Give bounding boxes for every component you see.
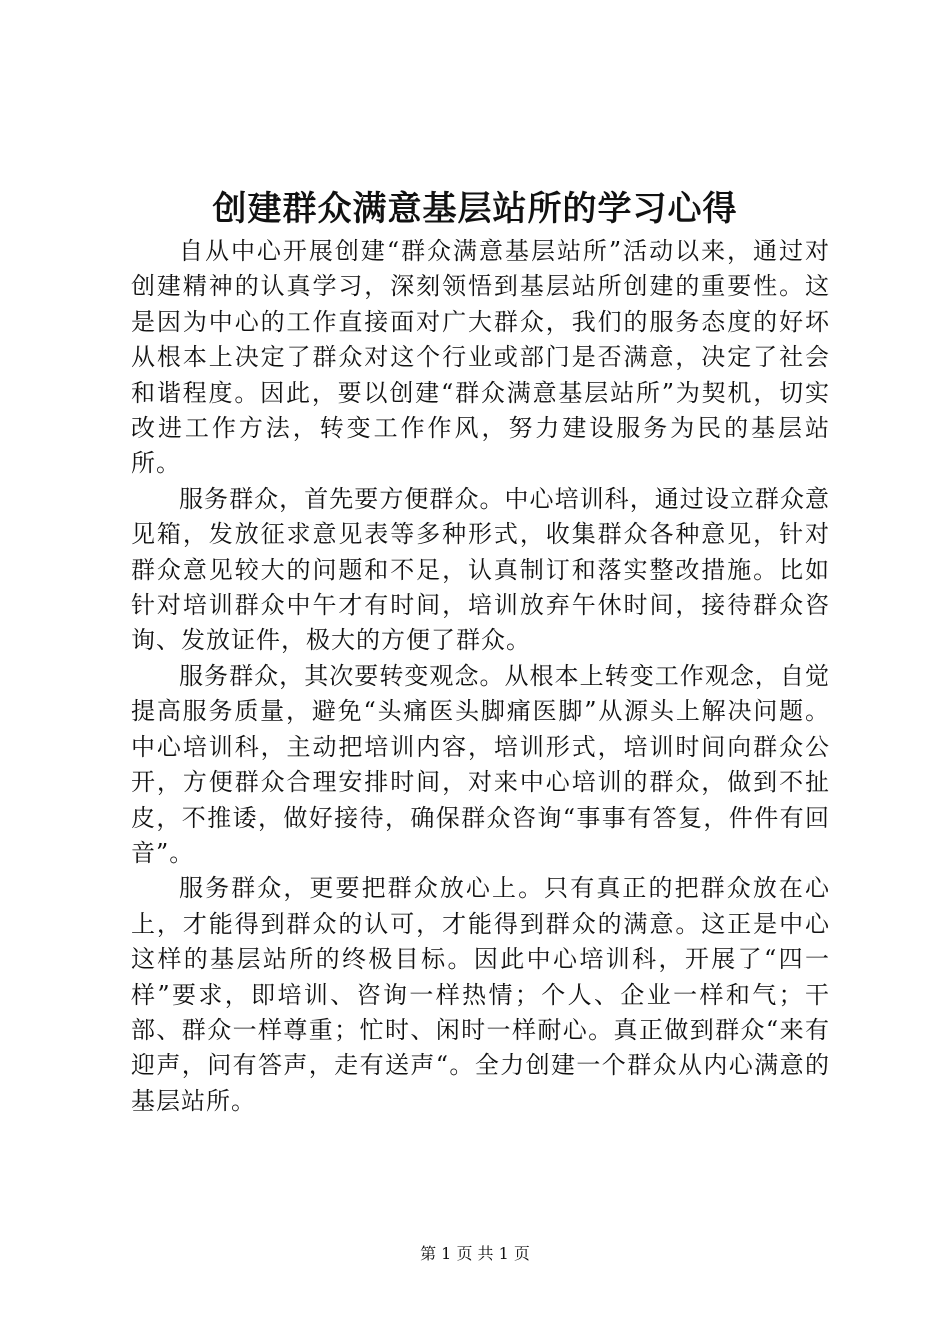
document-title: 创建群众满意基层站所的学习心得 <box>212 189 738 229</box>
paragraph-2: 服务群众，首先要方便群众。中心培训科，通过设立群众意见箱，发放征求意见表等多种形式，收集群众各种意见，针对群众意见较大的问题和不足，认真制订和落实整改措施。比如针对培训群众中午才有时间，培训放弃午休时间，接待群众咨询、发放证件，极大的方便了群众。 <box>131 484 830 655</box>
page-footer: 第 1 页 共 1 页 <box>420 1244 530 1263</box>
document-body <box>131 234 830 1119</box>
paragraph-4: 服务群众，更要把群众放心上。只有真正的把群众放在心上，才能得到群众的认可，才能得到群众的满意。这正是中心这样的基层站所的终极目标。因此中心培训科，开展了“四一样”要求，即培训、咨询一样热情；个人、企业一样和气；干部、群众一样尊重；忙时、闲时一样耐心。真正做到群众“来有迎声，问有答声，走有送声“。全力创建一个群众从内心满意的基层站所。 <box>131 874 830 1115</box>
paragraph-1: 自从中心开展创建“群众满意基层站所”活动以来，通过对创建精神的认真学习，深刻领悟到基层站所创建的重要性。这是因为中心的工作直接面对广大群众，我们的服务态度的好坏从根本上决定了群众对这个行业或部门是否满意，决定了社会和谐程度。因此，要以创建“群众满意基层站所”为契机，切实改进工作方法，转变工作作风，努力建设服务为民的基层站所。 <box>131 237 830 478</box>
paragraph-3: 服务群众，其次要转变观念。从根本上转变工作观念，自觉提高服务质量，避免“头痛医头脚痛医脚”从源头上解决问题。中心培训科，主动把培训内容，培训形式，培训时间向群众公开，方便群众合理安排时间，对来中心培训的群众，做到不扯皮，不推诿，做好接待，确保群众咨询“事事有答复，件件有回音”。 <box>131 661 830 867</box>
